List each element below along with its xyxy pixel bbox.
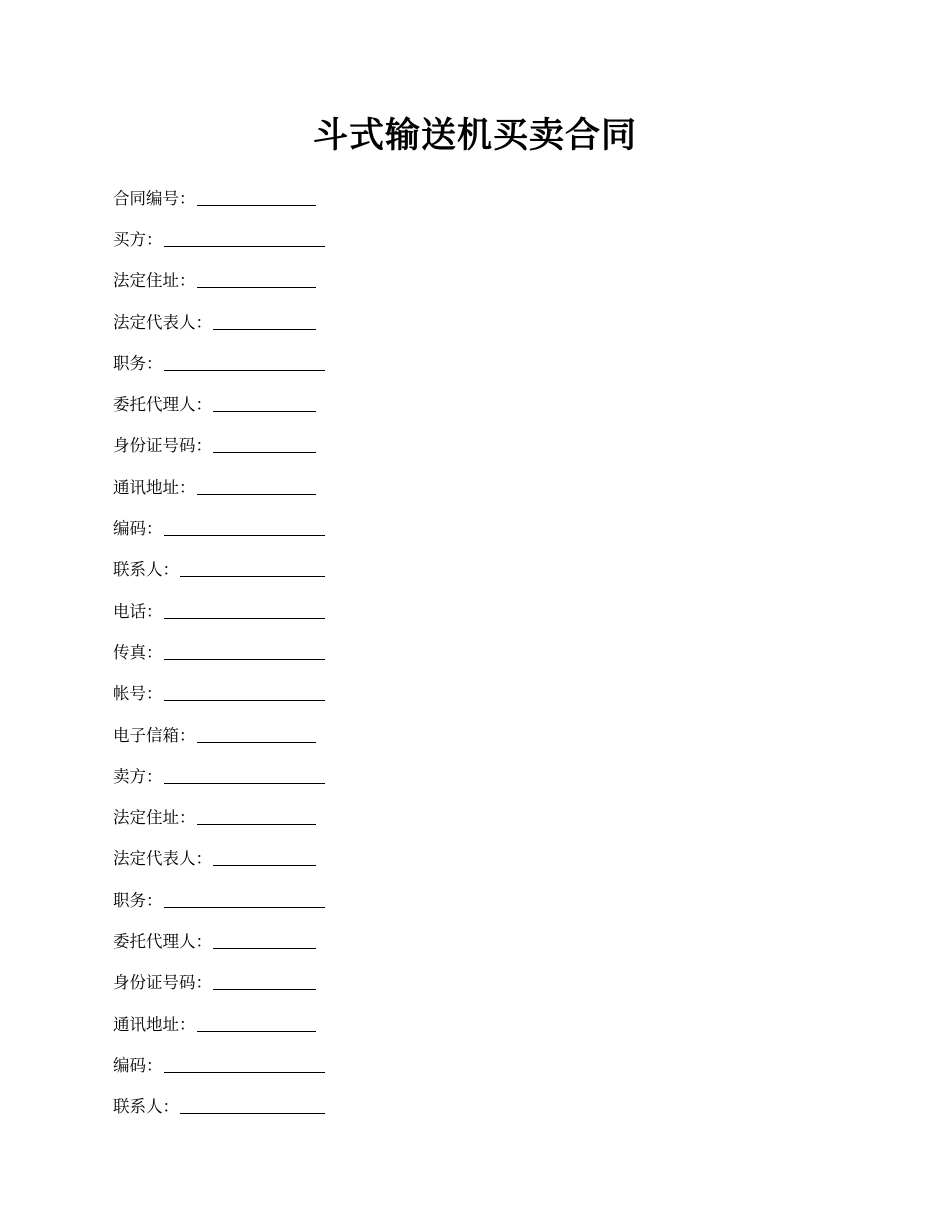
field-seller-position [113,880,853,921]
field-label: 通讯地址： [113,1014,196,1034]
field-label: 法定住址： [113,271,196,291]
field-label: 委托代理人： [113,931,212,951]
field-buyer-fax [113,632,853,673]
field-label: 联系人： [113,560,179,580]
field-blank-line[interactable] [213,931,316,949]
field-buyer-phone [113,591,853,632]
field-buyer-id-number [113,426,853,467]
field-blank-line[interactable] [213,848,316,866]
field-label: 身份证号码： [113,973,212,993]
document-title: 斗式输送机买卖合同 [312,115,637,156]
field-label: 法定住址： [113,808,196,828]
field-seller-id-number [113,963,853,1004]
field-label: 买方： [113,229,163,249]
field-label: 法定代表人： [113,849,212,869]
field-blank-line[interactable] [164,1055,326,1073]
field-label: 合同编号： [113,188,196,208]
field-blank-line[interactable] [197,807,317,825]
field-buyer-account [113,674,853,715]
field-label: 帐号： [113,684,163,704]
field-blank-line[interactable] [164,601,326,619]
field-blank-line[interactable] [197,725,317,743]
field-buyer-postcode [113,508,853,549]
field-blank-line[interactable] [197,188,317,206]
field-seller [113,756,853,797]
party-info-fields [113,178,853,1128]
field-contract-number [113,178,853,219]
field-label: 编码： [113,1055,163,1075]
field-label: 卖方： [113,766,163,786]
field-buyer-email [113,715,853,756]
field-label: 通讯地址： [113,477,196,497]
field-label: 传真： [113,642,163,662]
field-label: 联系人： [113,1097,179,1117]
field-seller-legal-address [113,797,853,838]
field-blank-line[interactable] [213,312,316,330]
field-label: 委托代理人： [113,395,212,415]
field-buyer-legal-representative [113,302,853,343]
field-label: 法定代表人： [113,312,212,332]
field-seller-contact [113,1087,853,1128]
field-blank-line[interactable] [180,559,325,577]
field-buyer-mailing-address [113,467,853,508]
field-label: 电话： [113,601,163,621]
field-blank-line[interactable] [197,1014,317,1032]
field-label: 电子信箱： [113,725,196,745]
field-buyer-position [113,343,853,384]
field-buyer-agent [113,384,853,425]
field-label: 身份证号码： [113,436,212,456]
field-label: 职务： [113,353,163,373]
field-seller-postcode [113,1045,853,1086]
field-blank-line[interactable] [164,683,326,701]
field-seller-legal-representative [113,839,853,880]
field-label: 职务： [113,890,163,910]
field-blank-line[interactable] [164,890,326,908]
field-blank-line[interactable] [213,394,316,412]
field-buyer-legal-address [113,261,853,302]
field-blank-line[interactable] [213,972,316,990]
field-blank-line[interactable] [164,353,326,371]
field-blank-line[interactable] [180,1096,325,1114]
field-blank-line[interactable] [164,642,326,660]
field-blank-line[interactable] [197,270,317,288]
field-blank-line[interactable] [164,766,326,784]
field-buyer-contact [113,550,853,591]
field-seller-mailing-address [113,1004,853,1045]
field-blank-line[interactable] [197,477,317,495]
field-label: 编码： [113,519,163,539]
field-blank-line[interactable] [164,518,326,536]
field-blank-line[interactable] [164,229,326,247]
field-buyer [113,219,853,260]
field-seller-agent [113,921,853,962]
field-blank-line[interactable] [213,435,316,453]
